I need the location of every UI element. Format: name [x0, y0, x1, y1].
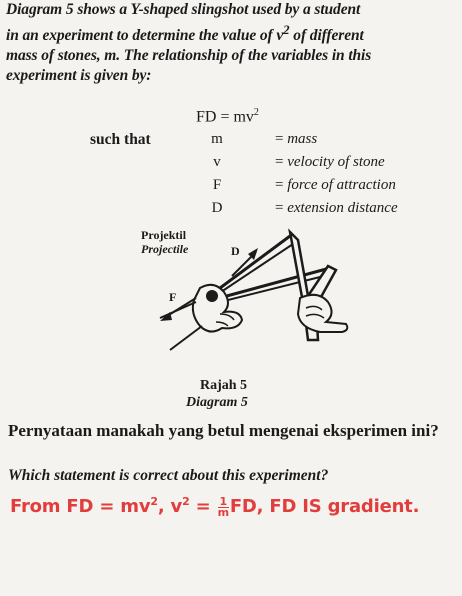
note-part-4: FD, FD IS gradient. — [229, 496, 420, 517]
note-part-2: , v — [157, 496, 183, 517]
formula — [196, 107, 259, 126]
caption-english: Diagram 5 — [186, 395, 248, 410]
projectile-stone — [206, 290, 218, 302]
note-part-3: = — [189, 496, 217, 517]
intro-line-2 — [6, 20, 458, 46]
label-f: F — [169, 290, 177, 304]
fraction-numerator: 1 — [219, 494, 227, 508]
equals-sign: = — [275, 177, 288, 193]
intro-paragraph — [6, 0, 458, 86]
variable-definition-text: force of attraction — [287, 177, 396, 193]
label-projectile: Projectile — [141, 242, 189, 256]
variable-definition — [275, 154, 385, 171]
elastic-band-upper — [212, 236, 290, 294]
label-projektil: Projektil — [141, 228, 187, 242]
variable-symbol: D — [211, 200, 223, 216]
intro-line-4: experiment is given by: — [6, 67, 152, 85]
intro-line-2-text: in an experiment to determine the value of v — [6, 27, 284, 45]
variable-symbol: v — [213, 154, 221, 170]
left-hand — [193, 285, 242, 332]
intro-line-3: mass of stones, m. The relationship of the variables in this — [6, 47, 372, 65]
equals-sign: = — [275, 131, 288, 147]
question-english: Which statement is correct about this experiment? — [8, 467, 329, 484]
variable-symbol: m — [211, 131, 223, 147]
question-malay: Pernyataan manakah yang betul mengenai eksperimen ini? — [8, 421, 439, 440]
variable-definition-text: extension distance — [287, 200, 398, 216]
formula-sup: 2 — [253, 107, 259, 118]
intro-line-2-sup: 2 — [283, 22, 290, 37]
note-part-1: From FD = mv — [10, 496, 151, 517]
caption-malay: Rajah 5 — [200, 378, 248, 393]
variable-definition-text: mass — [287, 131, 318, 147]
intro-line-2-post: of different — [289, 27, 364, 45]
variable-definition — [275, 131, 317, 148]
formula-text: FD = mv — [196, 108, 254, 126]
intro-line-1: Diagram 5 shows a Y-shaped slingshot used by a student — [6, 1, 361, 18]
right-hand — [298, 295, 347, 332]
such-that-label: such that — [90, 131, 151, 148]
note-sup-2: 2 — [182, 495, 190, 508]
variable-definition — [275, 200, 398, 217]
equals-sign: = — [275, 154, 288, 170]
label-d: D — [231, 244, 240, 258]
note-fraction — [217, 494, 229, 519]
variable-definition — [275, 177, 396, 194]
variable-definition-text: velocity of stone — [287, 154, 385, 170]
equals-sign: = — [275, 200, 288, 216]
variable-symbol: F — [212, 177, 222, 193]
handwritten-note — [10, 495, 419, 518]
fraction-denominator: m — [217, 505, 229, 519]
note-sup-1: 2 — [150, 495, 158, 508]
